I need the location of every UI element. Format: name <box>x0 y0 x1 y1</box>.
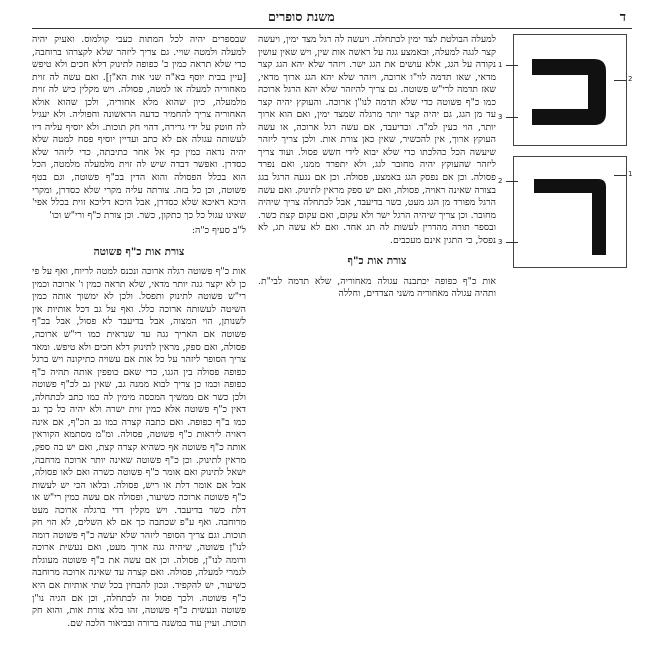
mid-paragraph-1: למעלה הבולטת לצד ימין לכתחלה. ויעשה לה רגל מצד ימין, ויעשה קצר לגגה למעלה, ובאמצע גגה על ראשה אות שין, ויש שאין עושין נקודה על הגג, אלא עושים את הגג ישר. ויזהר שלא יהא הגג קצר מדאי, שאז תדמה לוי"ו ארוכה, ויזהר שלא יהא הגג ארוך מדאי, שאז תדמה לרי"ש פשוטה. גם צריך להיזהר שלא יהא הרגל ארוכה כמו כ"ף פשוטה כדי שלא תדמה לנו"ן ארוכה. והעוקץ יהיה קצר עד מן הגג, גם יהיה קצר יותר מרגלה שמצד ימין, ואם הוא ארוך יותר, הוי כעין למ"ד. ובדיעבד, אם עשה רגל ארוכה, או עשה העוקץ ארוך, אין להכשיר, שאין כאן צורת אות. ולכן צריך ליזהר שיעשה הכל כהלכתו כדי שלא יבוא לידי חשש פסול. ועוד צריך ליזהר שהעוקץ יהיה מחובר לגג, ולא יתפרד ממנו, ואם נפרד פסולה. וכן אם נפסק הגג באמצע, פסולה. וכן אם נגעה הרגל בגג בצורה שאינה ראויה, פסולה, ואם יש ספק מראין לתינוק. ואם עשה הרגל מפורד מן הגג מעט, כשר בדיעבד, אבל לכתחלה צריך שיהיה מחובר. וכן צריך שיהיה הרגל ישר ולא עקום, ואם עקום קצת כשר. ובספר תורה מהדרין לעשות לה תג אחד. ואם לא עשה תג, לא נפסל, כי התגין אינם מעכבים. <box>258 34 496 246</box>
left-paragraph-1: שבספרים יהיה לכל המתות כעבי קולמוס. ואעיק יהיה למעלה ולמטה שויי. גם צריך ליזהר שלא לקצרהו ברוחבה, כדי שלא תראה כמין כ' כפופה לתינוק דלא חכים ולא טיפש [עיין בבית יוסף בא"ה שני אות הא"ן]. ואם עשה לה זוית מאחוריה למעלה או למטה, פסולה. ויש מקלין כיש לה זוית מלמעלה, כיון שהוא מלא אחוריה, ולכן שהוא אולא האחוריה צריך להחמיר כדעה הראשונה וחפוליה. ולא יעגיל לה חוטק על ידי גרירה, דהוי חק תוכות. ולא יוסיף עליה דיו לעשותה עגולה אם לא כתב ועדיין יוסיף פסח למטה שלא יהיה נראה כמין כף אל אחר כתיבתה, כדי ליזהר שלא כסדרן. ואפשר דבדה שיש לה זוית מלמעלה מלמטה, הכל הוא בכלל הפסולה והוא הדין בכ"ף פשוטה, וגם בטף פשוטה, וכן כל בזה. צורתה עליה מקרי שלא כסדרן, ומקרי היכא דאיכא שלא כסדרן, אבל היכא דליכא זוית בכלל אפי' שאינו עגול כל כך כתקון, כשר. וכן צורת כ"ף ורי"ש וכו' <box>32 34 246 221</box>
left-paragraph-2: ל"ב סעיף כ"ה: <box>191 225 246 237</box>
marker-2: 2 <box>628 75 633 83</box>
marker-5: 2 <box>498 177 503 185</box>
section-heading-final-kaf: צורת אות כ"ף פשוטה <box>93 245 185 258</box>
page-header <box>32 6 632 29</box>
page-number: ד <box>619 10 626 25</box>
kaf-letter-figure <box>514 35 626 145</box>
left-text-column <box>32 34 246 634</box>
final-kaf-letter-figure <box>514 157 626 267</box>
running-title: משנת סופרים <box>268 9 335 24</box>
marker-6: 3 <box>498 238 503 246</box>
marker-3: 3 <box>498 113 503 121</box>
left-paragraph-3: אות כ"ף פשוטה רגלה ארוכה ונכנס למטה לריוח, ואף על פי כן לא יקצר גגה יותר מדאי, שלא תראה כמין ו' ארוכה וכמין רי"ש פשוטה לתינוק ותפסל. ולכן לא ימשוך אותה כמין השיטה לעשותה ארוכה כלל. ואף על גב דכל אותיות אין לשנותן, הוי המצוה, אבל בדיעבד לא פסול, אבל בכ"ף פשוטה אם האריך גגה עד שנראית כמו רי"ש ארוכה, פסולה, ואם ספק, מראין לתינוק דלא חכים ולא טיפש. ומאד צריך הסופר ליזהר על כל אות אם עשויה כתיקונה ויש ברגל כפופה פסולה בין הגגו, כדי שאם כופפין אותה תהיה כ"ף כפופה וכמו כן צריך לבוא ממנה גב, שאין גב לכ"ף פשוטה ולכן כשר אם ממשיך המכסה מימין לה כמו כתב לכתחלה, דאין כ"ף פשוטה אלא כמין זוית ישרה ולא יהיה כל כך גב כמו ב"ף כפופה. ואם כתבה קצרה כמו גב הכ"ף, אם אינה ראויה ליראות כ"ף פשוטה, פסולה. ומ"מ מסתמא הקוראין אותה כ"ף פשוטה אף כשהיא קצרה קצת, ואם יש בה ספק, מראין לתינוק. וכן כ"ף פשוטה שאינה יותר ארוכה מרחבה, ישאל לתינוק ואם אומר כ"ף פשוטה כשרה ואם לאו פסולה, אבל אם אומר דלת או ריש, פסולה. ובלאו הכי יש לעשות כ"ף פשוטה ארוכה כשיעור, ופסולה אם עשה כמין רי"ש או דלת כשר בדיעבד. ויש מקלין דדי ברגלה ארוכה מעט מרוחבה. ואף ע"פ שכתבה כך אם לא השלים, לא הוי חק תוכות. וגם צריך הסופר ליזהר שלא יעשה כ"ף פשוטה דומה לנו"ן פשוטה, שיהיה גגה ארוך מעט, ואם נעשית ארוכה ודומה לנו"ן, פסולה. וכן אם עשה את כ"ף פשוטה מעוגלת לגמרי למעלה, פסולה. ואם קצרה עד שאינה ארוכה מרוחבה כשיעור, יש להקפיד. ונכון להבחין בכל שתי אותיות אם היא כ"ף פשוטה. ולכך פסול זה לכתחלה, וכן אם הגיה נו"ן פשוטה ונעשית כ"ף פשוטה, זהו בלא צורת אות, והוא חק תוכות. ועיין עוד במשנה ברורה ובביאור הלכה שם. <box>32 266 246 629</box>
final-kaf-letter-box <box>498 156 633 268</box>
mid-paragraph-2: אות כ"ף כפופה יכתבנה עגולה מאחוריה, שלא תדמה לבי"ת. ותהיה עגולה מאחוריה משני הצדדים, וחללה <box>258 275 496 300</box>
kaf-letter-box <box>498 34 633 146</box>
letter-illustrations <box>498 34 633 354</box>
section-heading-kaf: צורת אות כ"ף <box>347 255 407 268</box>
marker-1: 1 <box>498 61 503 69</box>
marker-4: 1 <box>628 170 633 178</box>
middle-text-column <box>258 34 496 634</box>
